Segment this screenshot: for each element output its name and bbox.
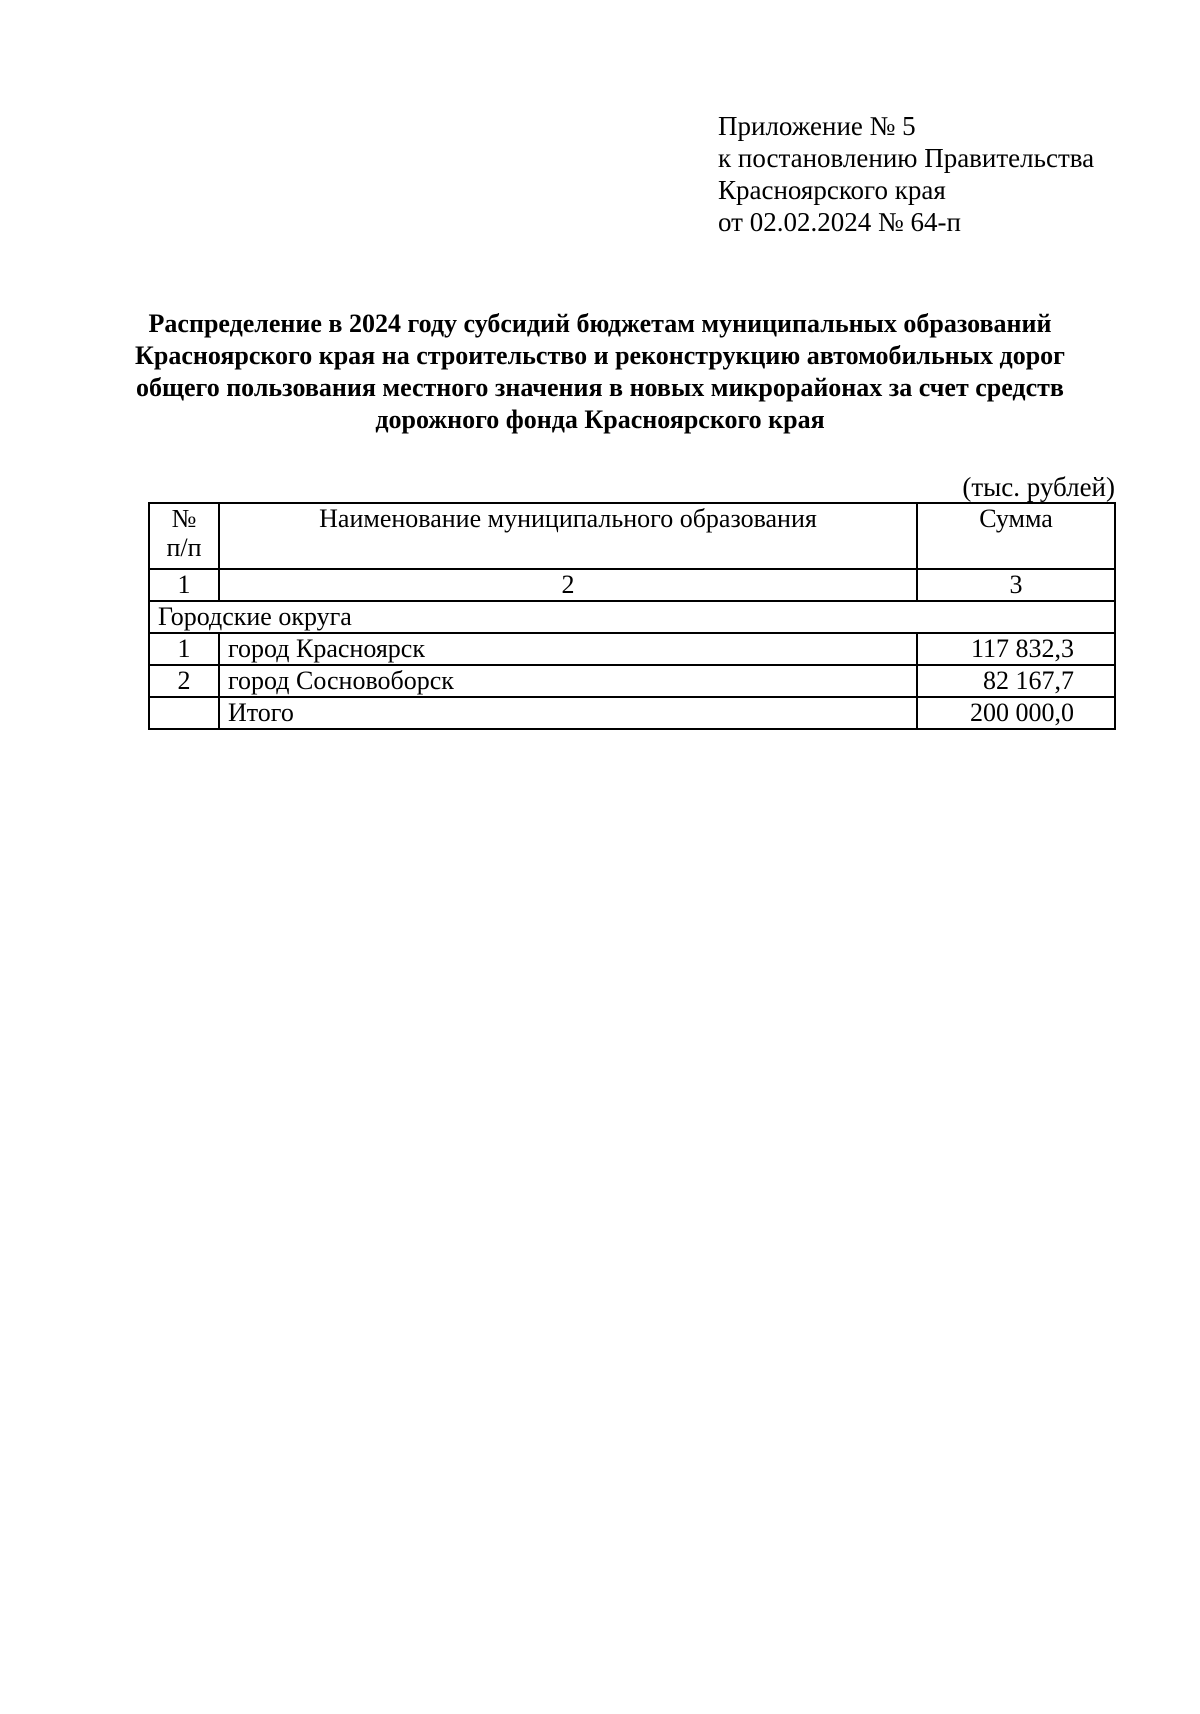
row-name: город Красноярск [219,633,917,665]
total-row [149,697,1115,729]
group-label: Городские округа [149,601,1115,633]
document-title: Распределение в 2024 году субсидий бюджетам муниципальных образований Красноярского края на строительство и реконструкцию автомобильных дорог общего пользования местного значения в новых микрорайонах за счет средств дорожного фонда Красноярского края [135,309,1065,434]
column-number-1: 1 [149,569,219,601]
table-row [149,665,1115,697]
appendix-line-2: к постановлению Правительства [718,143,1095,173]
appendix-header [718,110,1094,238]
appendix-line-1: Приложение № 5 [718,111,916,141]
table-row [149,633,1115,665]
column-number-row [149,569,1115,601]
column-number-3: 3 [917,569,1115,601]
table-header-row [149,503,1115,569]
appendix-line-3: Красноярского края [718,175,946,205]
total-sum: 200 000,0 [917,697,1115,729]
total-num [149,697,219,729]
units-label: (тыс. рублей) [962,472,1115,502]
row-sum: 82 167,7 [917,665,1115,697]
distribution-table [148,502,1116,730]
header-num: № п/п [149,503,219,569]
total-label: Итого [219,697,917,729]
group-row [149,601,1115,633]
row-num: 2 [149,665,219,697]
row-sum: 117 832,3 [917,633,1115,665]
appendix-line-4: от 02.02.2024 № 64-п [718,207,961,237]
row-num: 1 [149,633,219,665]
header-sum: Сумма [917,503,1115,569]
header-name: Наименование муниципального образования [219,503,917,569]
column-number-2: 2 [219,569,917,601]
row-name: город Сосновоборск [219,665,917,697]
